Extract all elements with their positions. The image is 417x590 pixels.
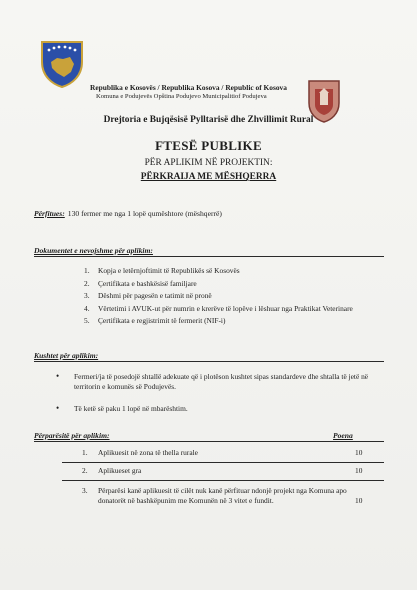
kosovo-emblem-icon <box>40 40 84 88</box>
list-item: 1. Kopja e letërnjoftimit të Republikës së Kosovës <box>84 266 240 275</box>
project-name: PËRKRAIJA ME MËSHQERRA <box>140 172 277 182</box>
subtitle: PËR APLIKIM NË PROJEKTIN: <box>144 158 273 168</box>
page-title: FTESË PUBLIKE <box>155 138 262 153</box>
divider <box>34 441 384 442</box>
conditions-list <box>56 372 386 426</box>
divider <box>34 361 384 362</box>
criteria-row: 3. Përparësi kanë aplikuesit të cilët nuk kanë përfituar ndonjë projekt nga Komuna apo donatorët në bashkëpunim me Komunën në 3 vitet e fundit. 10 <box>82 486 363 505</box>
documents-list <box>84 265 384 328</box>
list-item: • Fermeri/ja të posedojë shtallë adekuate që i plotëson kushtet sipas standardeve dhe shtalla të jetë në territorin e komunës së Podujevës. <box>56 371 369 391</box>
criteria-points: 10 <box>355 466 363 475</box>
header-municipality-line: Komuna e Podujevës Opština Podujevo Municipalitiof Podujeva <box>96 93 267 100</box>
divider <box>62 462 384 463</box>
beneficiaries-text: 130 fermer me nga 1 lopë qumështore (mëshqerrë) <box>67 209 222 218</box>
beneficiaries-line <box>34 209 394 218</box>
conditions-heading: Kushtet për aplikim: <box>34 351 99 360</box>
divider <box>62 480 384 481</box>
criteria-points: 10 <box>355 496 363 505</box>
criteria-points: 10 <box>355 448 363 457</box>
department-name: Drejtoria e Bujqësisë Pylltarisë dhe Zhvillimit Rural <box>103 115 314 125</box>
header-republic-line: Republika e Kosovës / Republika Kosova / Republic of Kosova <box>90 83 287 92</box>
beneficiaries-label: Përfitues: <box>34 209 65 218</box>
points-heading: Poena <box>333 431 353 440</box>
criteria-row: 1. Aplikuesit në zona të thella rurale 10 <box>82 448 363 457</box>
criteria-row: 2. Aplikueset gra 10 <box>82 466 363 475</box>
list-item: • Të ketë së paku 1 lopë në mbarështim. <box>56 403 188 413</box>
list-item: 4. Vërtetimi i AVUK-ut për numrin e krerëve të lopëve i lëshuar nga Praktikat Veterinare <box>84 303 353 313</box>
criteria-heading: Përparësitë për aplikim: <box>34 431 110 440</box>
list-item: 5. Çertifikata e regjistrimit të fermerit (NIF-i) <box>84 316 226 326</box>
list-item: 2. Çertifikata e bashkësisë familjare <box>84 278 197 288</box>
divider <box>34 256 384 257</box>
documents-heading: Dokumentet e nevojshme për aplikim: <box>34 246 153 255</box>
list-item: 3. Dëshmi për pagesën e tatimit në pronë <box>84 291 212 301</box>
